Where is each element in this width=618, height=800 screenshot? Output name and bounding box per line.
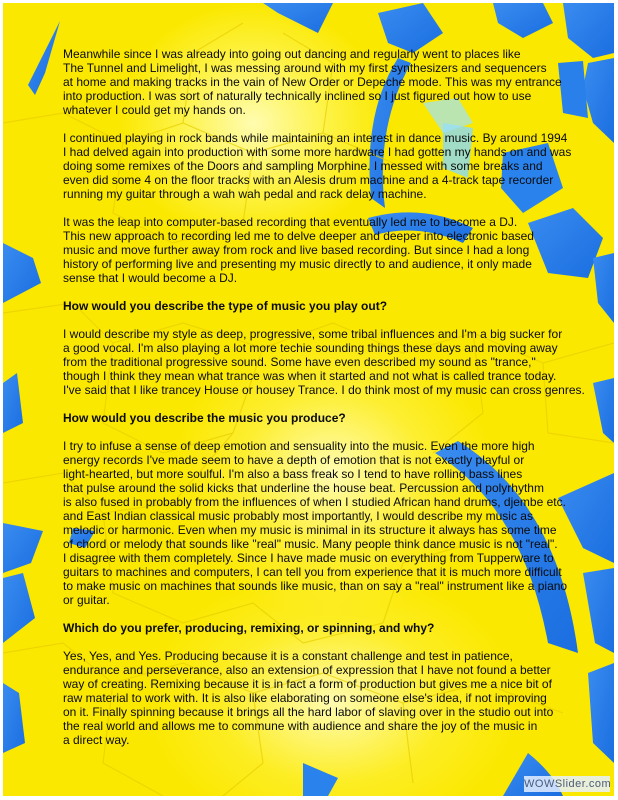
- answer-music-produce: I try to infuse a sense of deep emotion and sensuality into the music. Even the more high energy records I've made seem to have a depth of emotion that is not exactly playful or light-hearted, but more soulful. I'm also a bass freak so I tend to have rolling bass lines that pulse around the solid kicks that underline the house beat. Percussion and polyrhythm is also fused in probably from the influences of when I studied African hand drums, djembe etc. and East Indian classical music probably most importantly, I would describe my music as melodic or harmonic. Even when my music is minimal in its structure it always has some time of chord or melody that sounds like "real" music. Many people think dance music is not "real". I disagree with them completely. Since I have made music on everything from Tupperware to guitars to machines and computers, I can tell you from experience that it is much more difficult to make music on machines that sounds like music, than on say a "real" instrument like a piano or guitar.: [63, 439, 568, 607]
- answer-prefer-producing-remixing-spinning: Yes, Yes, and Yes. Producing because it is a constant challenge and test in patience, endurance and perseverance, also an extension of expression that I have not found a better way of creating. Remixing because it is in fact a form of production but gives me a nice bit of raw material to work with. It is also like elaborating on someone else's idea, if not improving on it. Finally spinning because it brings all the hard labor of slaving over in the studio out into the real world and allows me to commune with audience and share the joy of the music in a direct way.: [63, 649, 554, 747]
- question-music-produce: How would you describe the music you produce?: [63, 411, 346, 425]
- question-prefer-producing-remixing-spinning: Which do you prefer, producing, remixing, or spinning, and why?: [63, 621, 435, 635]
- article-body: [63, 47, 613, 761]
- paragraph-intro-production: Meanwhile since I was already into going out dancing and regularly went to places like The Tunnel and Limelight, I was messing around with my first synthesizers and sequencers at home and making tracks in the vain of New Order or Depeche mode. This was my entrance into production. I was sort of naturally technically inclined so I just figured out how to use whatever I could get my hands on.: [63, 47, 562, 117]
- paragraph-rock-bands: I continued playing in rock bands while maintaining an interest in dance music. By around 1994 I had delved again into production with some more hardware I had gotten my hands on and was doing some remixes of the Doors and sampling Morphine. I messed with some breaks and even did some 4 on the floor tracks with an Alesis drum machine and a 4-track tape recorder running my guitar through a wah wah pedal and rack delay machine.: [63, 131, 572, 201]
- slide-page: [3, 3, 614, 796]
- paragraph-become-dj: It was the leap into computer-based recording that eventually led me to become a DJ. This new approach to recording led me to delve deeper and deeper into electronic based music and move further away from rock and live based recording. But since I had a long history of performing live and presenting my music directly to and audience, it only made sense that I would become a DJ.: [63, 215, 534, 285]
- question-music-play-out: How would you describe the type of music you play out?: [63, 299, 388, 313]
- answer-music-play-out: I would describe my style as deep, progressive, some tribal influences and I'm a big sucker for a good vocal. I'm also playing a lot more techie sounding things these days and moving away from the traditional progressive sound. Some have even described my sound as "trance," though I think they mean what trance was when it started and not what is called trance today. I've said that I like trancey House or housey Trance. I do think most of my music can cross genres.: [63, 327, 585, 397]
- wowslider-watermark-link[interactable]: WOWSlider.com: [524, 778, 612, 790]
